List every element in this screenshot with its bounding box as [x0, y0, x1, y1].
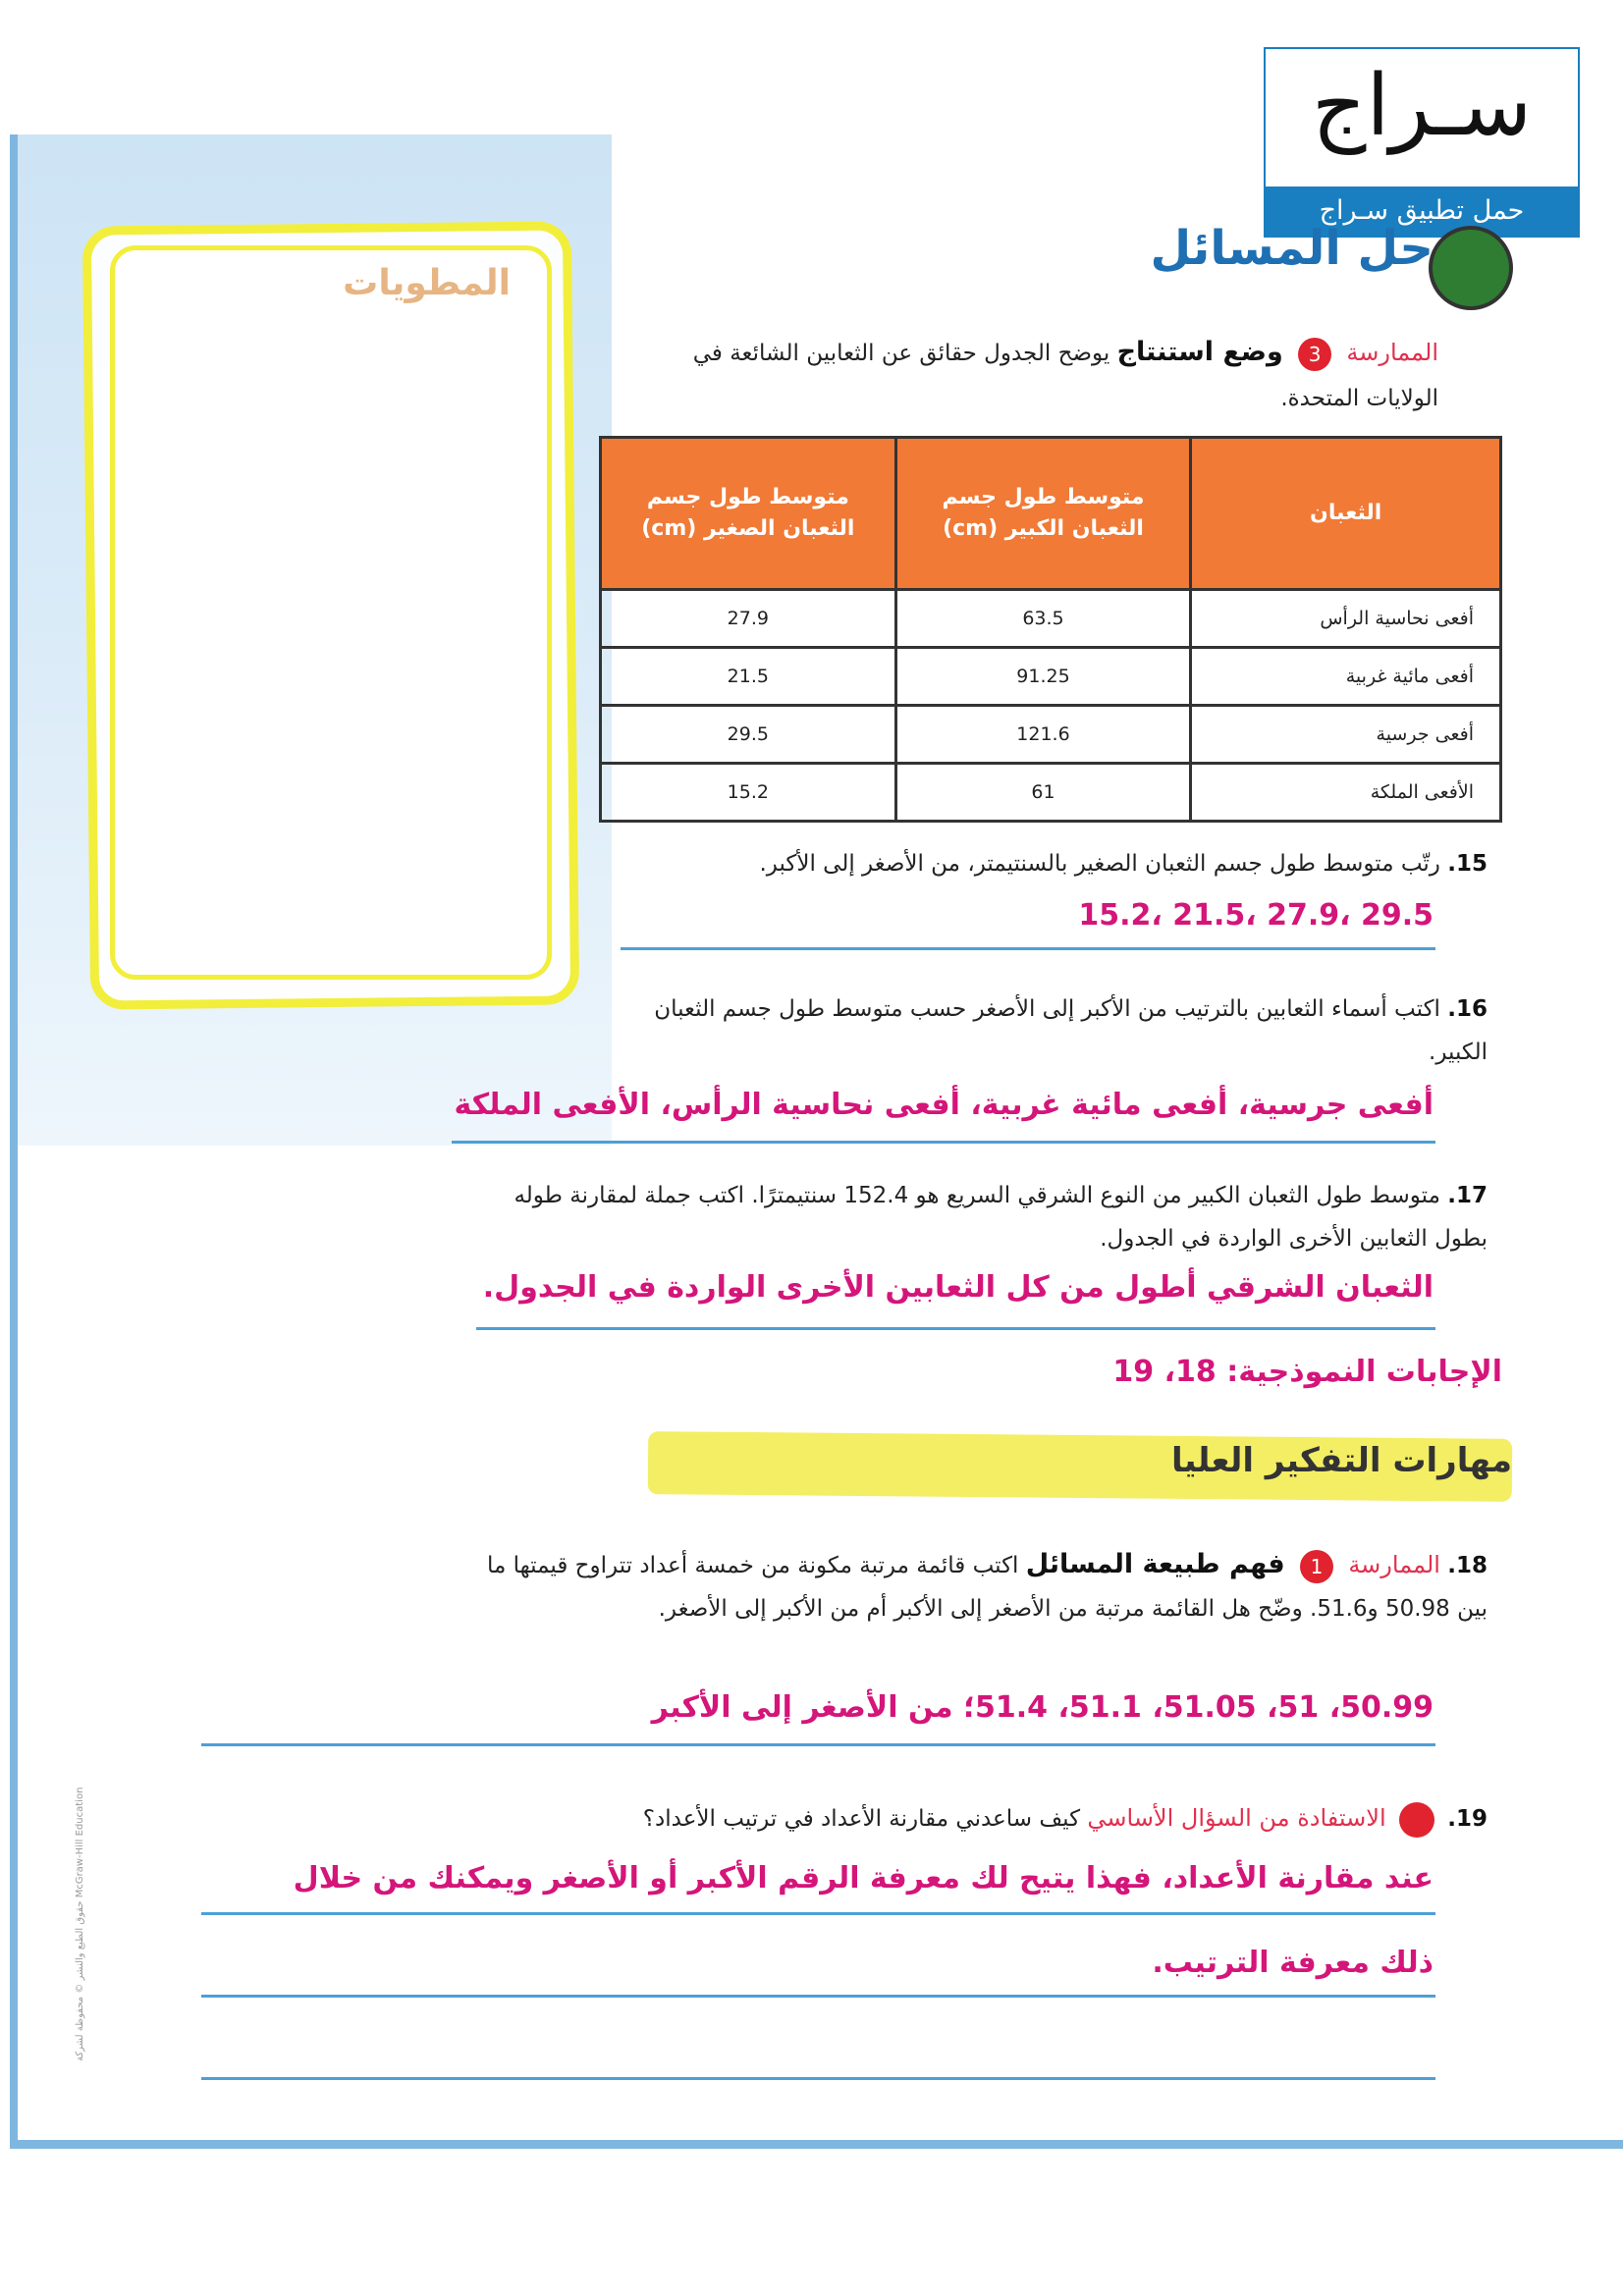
snake-name: أفعى جرسية: [1191, 706, 1501, 764]
young-length: 21.5: [601, 648, 896, 706]
header-adult-length: متوسط طول جسم الثعبان الكبير (cm): [895, 438, 1191, 590]
adult-length: 61: [895, 764, 1191, 822]
answer-line: [201, 1995, 1435, 1998]
answer-line: [452, 1141, 1435, 1144]
practice-badge: 1: [1300, 1550, 1333, 1583]
answer-line: [476, 1327, 1435, 1330]
question-number: 16.: [1447, 996, 1488, 1022]
young-length: 29.5: [601, 706, 896, 764]
answer-line: [201, 1743, 1435, 1746]
question-19: [295, 1796, 1488, 1841]
adult-length: 91.25: [895, 648, 1191, 706]
table-row: [601, 590, 1501, 648]
notes-box: [110, 245, 552, 980]
practice-badge: 3: [1298, 338, 1331, 371]
answer-line: [621, 947, 1435, 950]
globe-icon: [1429, 226, 1513, 310]
question-17: [486, 1174, 1488, 1260]
answer-18: 50.99، 51، 51.05، 51.1، 51.4؛ من الأصغر إلى الأكبر: [651, 1690, 1434, 1725]
answer-line: [201, 1912, 1435, 1915]
answer-16: أفعى جرسية، أفعى مائية غربية، أفعى نحاسية الرأس، الأفعى الملكة: [454, 1088, 1434, 1122]
header-snake: الثعبان: [1191, 438, 1501, 590]
young-length: 15.2: [601, 764, 896, 822]
copyright-text: حقوق الطبع والنشر © محفوظة لشركة McGraw-Hill Education: [75, 1787, 85, 2061]
young-length: 27.9: [601, 590, 896, 648]
question-number: 15.: [1447, 851, 1488, 877]
snake-name: الأفعى الملكة: [1191, 764, 1501, 822]
question-16: [628, 988, 1488, 1074]
answer-line: [201, 2077, 1435, 2080]
skill-label: فهم طبيعة المسائل: [1025, 1549, 1285, 1579]
snake-name: أفعى نحاسية الرأس: [1191, 590, 1501, 648]
question-number: 17.: [1447, 1183, 1488, 1208]
adult-length: 63.5: [895, 590, 1191, 648]
question-number: 19.: [1447, 1806, 1488, 1832]
question-text: رتّب متوسط طول جسم الثعبان الصغير بالسنتيمتر، من الأصغر إلى الأكبر.: [759, 851, 1440, 877]
logo-tagline: حمل تطبيق سـراج: [1266, 187, 1578, 236]
logo-text: سـراج: [1311, 57, 1533, 155]
question-18: [486, 1543, 1488, 1630]
page-frame-left: [10, 134, 18, 2147]
siraj-logo[interactable]: [1264, 47, 1580, 238]
notes-title: المطويات: [343, 263, 511, 303]
table-row: [601, 706, 1501, 764]
practice-label: الممارسة: [1348, 1551, 1440, 1578]
answer-17: الثعبان الشرقي أطول من كل الثعابين الأخرى الواردة في الجدول.: [482, 1270, 1434, 1305]
section-title: حل المسائل: [1150, 221, 1434, 276]
table-row: [601, 764, 1501, 822]
page-frame-bottom: [10, 2140, 1623, 2149]
question-text: متوسط طول الثعبان الكبير من النوع الشرقي السريع هو 152.4 سنتيمترًا. اكتب جملة لمقارنة طوله بطول الثعابين الأخرى الواردة في الجدول.: [514, 1183, 1488, 1252]
copyright-note: [75, 1590, 90, 2061]
question-15: [589, 842, 1488, 885]
answer-19-line2: ذلك معرفة الترتيب.: [1152, 1946, 1434, 1980]
question-number: 18.: [1447, 1553, 1488, 1578]
snake-name: أفعى مائية غربية: [1191, 648, 1501, 706]
question-text: اكتب أسماء الثعابين بالترتيب من الأكبر إلى الأصغر حسب متوسط طول جسم الثعبان الكبير.: [654, 996, 1488, 1065]
hots-title: مهارات التفكير العليا: [1170, 1441, 1512, 1480]
skill-label: الاستفادة من السؤال الأساسي: [1087, 1804, 1386, 1832]
key-icon: [1399, 1802, 1434, 1838]
intro-paragraph: [638, 330, 1438, 421]
answer-19-line1: عند مقارنة الأعداد، فهذا يتيح لك معرفة الرقم الأكبر أو الأصغر ويمكنك من خلال: [293, 1861, 1434, 1896]
table-row: [601, 648, 1501, 706]
model-answers: الإجابات النموذجية: 18، 19: [1112, 1355, 1502, 1389]
question-text: كيف ساعدني مقارنة الأعداد في ترتيب الأعداد؟: [642, 1806, 1081, 1832]
skill-label: وضع استنتاج: [1116, 337, 1283, 367]
intro-text: يوضح الجدول حقائق عن الثعابين الشائعة في الولايات المتحدة.: [692, 341, 1438, 411]
header-young-length: متوسط طول جسم الثعبان الصغير (cm): [601, 438, 896, 590]
table-header-row: [601, 438, 1501, 590]
answer-15: 29.5 ،27.9 ،21.5 ،15.2: [1078, 898, 1434, 933]
snakes-table: [599, 436, 1502, 823]
adult-length: 121.6: [895, 706, 1191, 764]
question-text: اكتب قائمة مرتبة مكونة من خمسة أعداد تتراوح قيمتها ما بين 50.98 و51.6. وضّح هل القائمة مرتبة من الأصغر إلى الأكبر أم من الأكبر إلى الأصغر.: [486, 1553, 1488, 1622]
practice-label: الممارسة: [1346, 339, 1438, 366]
